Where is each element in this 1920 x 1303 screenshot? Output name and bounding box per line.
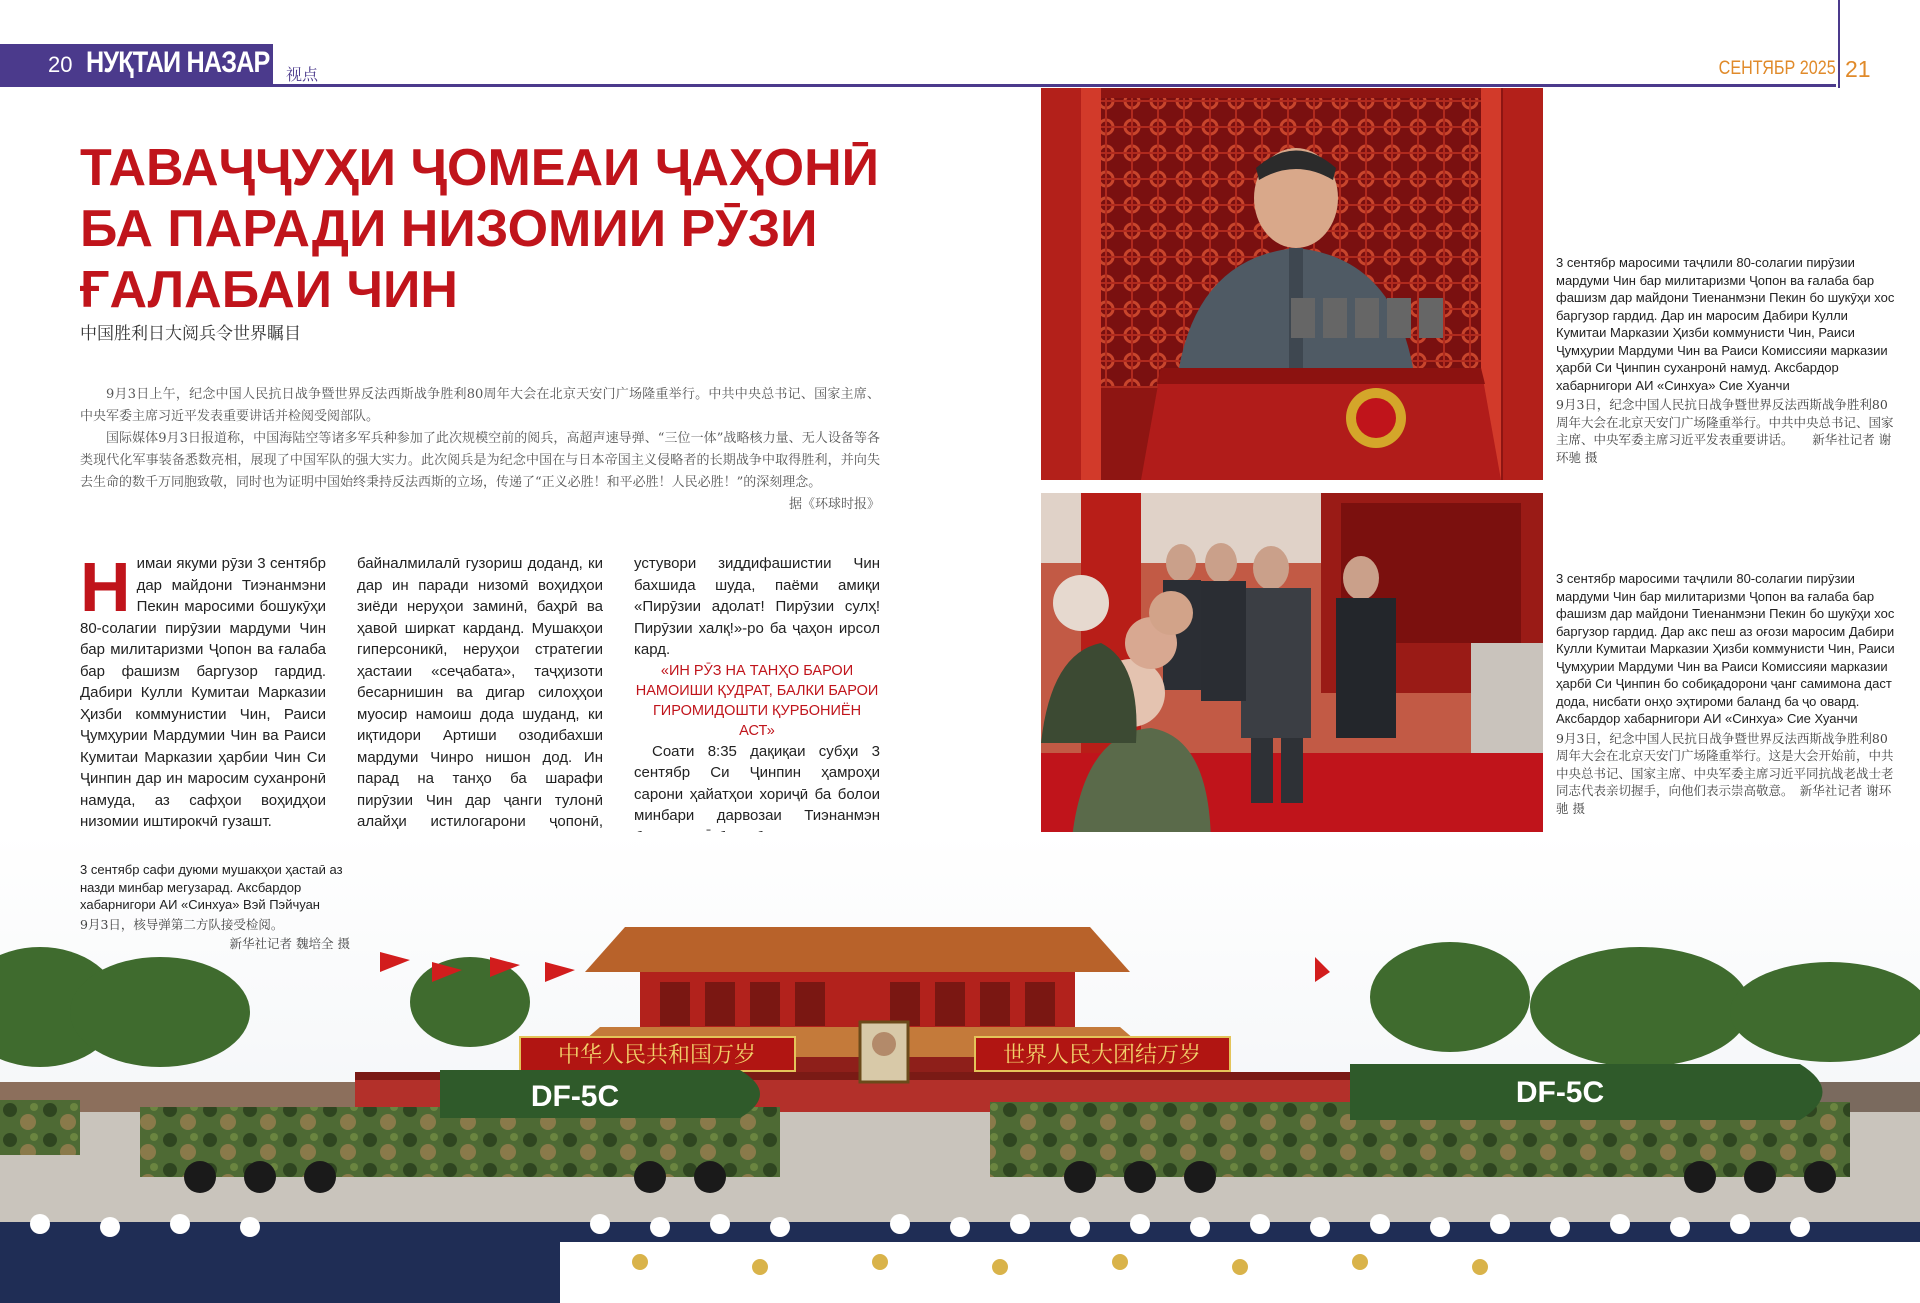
title-line-1: ТАВАҶҶУҲИ ҶОМЕАИ ҶАҲОНӢ bbox=[80, 139, 879, 197]
caption-photo-veterans bbox=[1556, 570, 1896, 817]
caption-photo-parade bbox=[80, 861, 350, 953]
missile-label-left: DF-5C bbox=[530, 1080, 620, 1113]
section-title: НУҚТАИ НАЗАР bbox=[86, 46, 270, 79]
cn-source: 据《环球时报》 bbox=[788, 497, 880, 512]
chinese-summary bbox=[80, 384, 880, 516]
photo-veterans-illustration bbox=[1041, 493, 1543, 848]
issue-date: СЕНТЯБР 2025 bbox=[1718, 58, 1836, 79]
section-title-cn: 视点 bbox=[286, 65, 319, 84]
article-subtitle-cn: 中国胜利日大阅兵令世界瞩目 bbox=[80, 324, 301, 344]
cn-paragraph: 国际媒体9月3日报道称，中国海陆空等诸多军兵种参加了此次规模空前的阅兵，高超声速导弹、“三位一体”战略核力量、无人设备等各类现代化军事装备悉数亮相，展现了中国军队的强大实力。此次阅兵是为纪念中国在与日本帝国主义侵略者的长期战争中取得胜利，并向失去生命的数千万同胞致敬，同时也为证明中国始终秉持反法西斯的立场，传递了“正义必胜！和平必胜！人民必胜！”的深刻理念。 bbox=[80, 431, 880, 490]
caption-photo-speech bbox=[1556, 254, 1896, 466]
title-line-2: БА ПАРАДИ НИЗОМИИ РӮЗИ bbox=[80, 200, 818, 258]
article-column-3 bbox=[634, 553, 880, 870]
caption-text-cn: 9月3日，纪念中国人民抗日战争暨世界反法西斯战争胜利80周年大会在北京天安门广场隆重举行。中共中央总书记、国家主席、中央军委主席习近平发表重要讲话。 新华社记者 谢环驰 摄 bbox=[1556, 397, 1894, 465]
article-title bbox=[80, 138, 980, 321]
caption-text: 3 сентябр маросими таҷлили 80-солагии пирӯзии мардуми Чин бар милитаризми Ҷопон ва ғалаба бар фашизм дар майдони Тиенанмэни Пекин бо шукӯҳи хос баргузор гардид. Дар ин маросим Дабири Кулли Кумитаи Марказии Ҳизби коммунисти Чин, Раиси Ҷумҳурии Мардуми Чин ва Раиси Комиссияи марказии ҳарбӣ Си Ҷинпин суханронӣ намуд. Аксбардор хабарнигори АИ «Синхуа» Сие Хуанчи bbox=[1556, 255, 1895, 393]
paragraph bbox=[80, 548, 326, 833]
photo-veterans bbox=[1041, 493, 1543, 848]
paragraph-text: имаи якуми рӯзи 3 сентябр дар майдони Тиэнанмэни Пекин маросими бошукӯҳи 80-солагии пирӯзии мардуми Чин бар милитаризми Ҷопон ва ғалаба бар фашизм баргузор гардид. Дабири Кулли Кумитаи Марказии Ҳизби коммунистии Чин, Раиси Ҷумҳурии Мардумии Чин ва Раиси Кумитаи Марказии ҳарбии Чин Си Ҷинпин дар ин маросим суханронӣ намуда, аз сафҳои воҳидҳои низомии иштирокчӣ гузашт. bbox=[80, 555, 326, 830]
header-rule bbox=[0, 84, 1836, 87]
paragraph: Соати 8:35 дақиқаи субҳи 3 сентябр Си Ҷинпин ҳамроҳи сарони ҳайатҳои хориҷӣ ба болои минбари дарвозаи Тиэнанмэн bbox=[634, 742, 880, 824]
caption-text: 3 сентябр маросими таҷлили 80-солагии пирӯзии мардуми Чин бар милитаризми Ҷопон ва ғалаба бар фашизм дар майдони Тиенанмэни Пекин бо шукӯҳи хос баргузор гардид. Дар акс пеш аз оғози маросим Дабири Кулли Кумитаи Марказии Ҳизби коммунисти Чин, Раиси Ҷумҳурии Мардуми Чин ва Раиси Комиссияи марказии ҳарбӣ Си Ҷинпин бо собиқадорони ҷанг самимона даст дода, нисбати онҳо эҳтироми баланд ба ҷо овард. Аксбардор хабарнигори АИ «Синхуа» Сие Хуанчи bbox=[1556, 571, 1895, 726]
pull-quote: «ИН РӮЗ НА ТАНҲО БАРОИ НАМОИШИ ҚУДРАТ, БАЛКИ БАРОИ ГИРОМИДОШТИ ҚУРБОНИЁН АСТ» bbox=[635, 662, 879, 739]
banner-right-text: 世界人民大团结万岁 bbox=[1002, 1043, 1202, 1068]
photo-speech bbox=[1041, 88, 1543, 480]
caption-text-cn: 9月3日，纪念中国人民抗日战争暨世界反法西斯战争胜利80周年大会在北京天安门广场隆重举行。这是大会开始前，中共中央总书记、国家主席、中央军委主席习近平同抗战老战士老同志代表亲切握手，向他们表示崇高敬意。 新华社记者 谢环驰 摄 bbox=[1556, 730, 1894, 816]
article-column-1 bbox=[80, 548, 326, 854]
caption-credit-cn: 新华社记者 魏培全 摄 bbox=[229, 936, 350, 951]
caption-text-cn: 9月3日，核导弹第二方队接受检阅。 bbox=[80, 916, 284, 932]
page-number-left: 20 bbox=[48, 52, 73, 77]
page-number-right: 21 bbox=[1845, 56, 1871, 82]
missile-label-right: DF-5C bbox=[1515, 1076, 1605, 1109]
header-vertical-rule bbox=[1838, 0, 1840, 88]
banner-left-text: 中华人民共和国万岁 bbox=[557, 1043, 757, 1068]
drop-cap: Н bbox=[80, 548, 131, 626]
paragraph: устувори зиддифашистии Чин бахшида шуда, паёми амиқи «Пирӯзии адолат! Пирӯзии сулҳ! Пирӯзии халқ!»-ро ба ҷаҳон ирсол кард. bbox=[634, 555, 880, 658]
photo-speech-illustration bbox=[1041, 88, 1543, 480]
cn-paragraph: 9月3日上午，纪念中国人民抗日战争暨世界反法西斯战争胜利80周年大会在北京天安门广场隆重举行。中共中央总书记、国家主席、中央军委主席习近平发表重要讲话并检阅受阅部队。 bbox=[80, 387, 880, 424]
caption-text: 3 сентябр сафи дуюми мушакҳои ҳастаӣ аз назди минбар мегузарад. Аксбардор хабарнигори АИ «Синхуа» Вэй Пэйчуан bbox=[80, 862, 343, 912]
title-line-3: ҒАЛАБАИ ЧИН bbox=[80, 261, 458, 319]
paragraph: байналмилалӣ гузориш доданд, ки дар ин паради низомӣ воҳидҳои зиёди неруҳои заминӣ, баҳрӣ ва ҳавоӣ ширкат карданд. Мушакҳои гиперсоникӣ, неруҳои стратегии ҳастаии «сеҷабата», таҷҳизоти бесарнишин ва дигар силоҳҳои муосир намоиш дода шуданд, ки иқтидори Артиши озодибахши мардуми Чинро нишон дод. Ин парад на танҳо ба шарафи пирӯзии Чин дар ҷанги тулонӣ алайҳи истилогарони ҷопонӣ, bbox=[357, 555, 603, 830]
